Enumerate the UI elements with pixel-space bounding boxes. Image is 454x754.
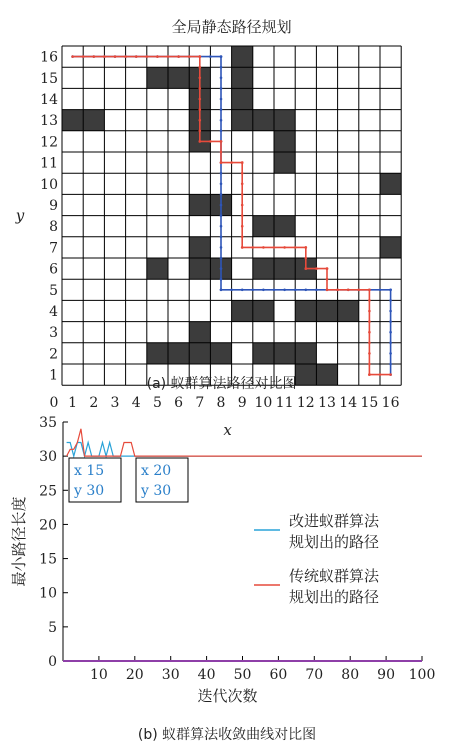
obstacle-cell <box>295 300 316 321</box>
traditional-path-point <box>389 373 392 376</box>
improved-path-point <box>220 214 223 217</box>
traditional-path-point <box>273 246 276 249</box>
traditional-path-point <box>305 257 308 260</box>
traditional-path-point <box>230 161 233 164</box>
x-tick-label: 70 <box>305 667 324 683</box>
traditional-path-point <box>135 55 138 58</box>
obstacle-cell <box>274 343 295 364</box>
improved-path-point <box>220 77 223 80</box>
x-tick-label: 50 <box>233 667 252 683</box>
traditional-path-point <box>199 140 202 143</box>
x-tick-label: 13 <box>318 395 336 412</box>
y-tick-label: 13 <box>40 113 58 130</box>
traditional-path-point <box>326 267 329 270</box>
traditional-path-point <box>220 151 223 154</box>
improved-path-point <box>315 289 318 292</box>
improved-path-point <box>294 289 297 292</box>
traditional-path-point <box>262 246 265 249</box>
legend-label <box>289 512 380 551</box>
convergence-chart <box>10 415 435 743</box>
x-tick-label: 9 <box>237 395 247 412</box>
obstacle-cell <box>253 216 274 237</box>
y-tick-label: 9 <box>49 198 58 214</box>
traditional-path-point <box>199 119 202 122</box>
improved-path-point <box>220 204 223 207</box>
obstacle-cell <box>210 343 231 364</box>
y-tick-label: 8 <box>49 219 58 236</box>
obstacle-cell <box>274 216 295 237</box>
y-tick-label: 3 <box>49 325 58 342</box>
x-tick-label: 10 <box>254 395 273 412</box>
traditional-path-point <box>199 108 202 111</box>
traditional-path-point <box>199 87 202 90</box>
traditional-path-point <box>241 183 244 186</box>
y-axis-label: 最小路径长度 <box>10 496 28 587</box>
x-tick-label: 11 <box>275 395 294 412</box>
x-tick-label: 2 <box>89 395 99 412</box>
improved-path-point <box>252 289 255 292</box>
x-axis-label: x <box>223 421 232 440</box>
y-tick-label: 2 <box>49 346 58 363</box>
x-tick-label: 15 <box>360 395 379 412</box>
improved-path-point <box>220 225 223 228</box>
traditional-path-point <box>199 66 202 69</box>
x-tick-label: 6 <box>174 395 184 412</box>
y-tick-label: 14 <box>40 92 58 108</box>
obstacle-cell <box>253 258 274 279</box>
traditional-path-point <box>71 55 74 58</box>
traditional-path-point <box>347 289 350 292</box>
datatip-y-value: y 30 <box>141 483 172 499</box>
traditional-path-point <box>241 246 244 249</box>
x-tick-label: 12 <box>296 395 315 412</box>
legend-label-line: 改进蚁群算法 <box>289 512 380 530</box>
obstacle-cell <box>295 364 316 385</box>
traditional-path-point <box>82 55 85 58</box>
traditional-path-point <box>124 55 127 58</box>
improved-path-point <box>220 98 223 101</box>
traditional-path-point <box>199 98 202 101</box>
x-tick-label: 16 <box>381 395 400 412</box>
improved-path-point <box>209 55 212 58</box>
improved-path-point <box>389 363 392 366</box>
traditional-path-point <box>305 246 308 249</box>
obstacle-cell <box>316 364 337 385</box>
x-tick-label: 100 <box>408 667 436 683</box>
traditional-path-point <box>241 225 244 228</box>
y-tick-label: 10 <box>39 585 57 602</box>
traditional-path-point <box>358 289 361 292</box>
traditional-path-point <box>379 373 382 376</box>
improved-path-point <box>262 289 265 292</box>
y-tick-label: 12 <box>40 134 58 151</box>
obstacle-cell <box>189 322 210 343</box>
x-tick-label: 14 <box>339 395 358 412</box>
obstacle-cell <box>147 67 168 88</box>
traditional-path-point <box>241 172 244 175</box>
traditional-path-point <box>368 342 371 345</box>
x-tick-label: 10 <box>89 667 108 683</box>
traditional-path-point <box>283 246 286 249</box>
x-axis-label: 迭代次数 <box>197 687 258 705</box>
obstacle-cell <box>253 300 274 321</box>
traditional-path-point <box>368 310 371 313</box>
improved-path-point <box>220 119 223 122</box>
obstacle-cell <box>168 343 189 364</box>
y-tick-label: 15 <box>40 70 58 87</box>
x-tick-label: 4 <box>131 395 141 412</box>
legend-label-line: 规划出的路径 <box>289 588 380 606</box>
traditional-path-point <box>199 77 202 80</box>
path-planning-chart <box>15 18 401 439</box>
improved-path-point <box>273 289 276 292</box>
improved-path-point <box>389 331 392 334</box>
legend-label <box>289 567 380 606</box>
traditional-path-point <box>177 55 180 58</box>
traditional-path-point <box>294 246 297 249</box>
obstacle-cell <box>189 194 210 215</box>
obstacle-cell <box>380 237 401 258</box>
obstacle-cell <box>147 343 168 364</box>
traditional-path-point <box>103 55 106 58</box>
y-tick-label: 4 <box>49 304 58 320</box>
y-tick-label: 5 <box>48 619 57 636</box>
traditional-convergence-line <box>67 429 422 456</box>
improved-path-point <box>389 289 392 292</box>
traditional-path-point <box>315 267 318 270</box>
datatip-x-value: x 15 <box>74 463 105 479</box>
traditional-path-point <box>368 299 371 302</box>
y-tick-label: 7 <box>49 240 58 257</box>
improved-path-point <box>220 66 223 69</box>
traditional-path-point <box>241 214 244 217</box>
improved-path-point <box>220 278 223 281</box>
traditional-path-point <box>199 55 202 58</box>
traditional-path-point <box>368 352 371 355</box>
x-tick-label: 5 <box>152 395 162 412</box>
traditional-path-point <box>368 320 371 323</box>
traditional-path-point <box>252 246 255 249</box>
y-tick-label: 10 <box>40 176 58 193</box>
traditional-path-point <box>368 363 371 366</box>
obstacle-cell <box>189 237 210 258</box>
obstacle-cell <box>274 131 295 152</box>
legend-label-line: 传统蚁群算法 <box>289 567 380 585</box>
improved-path-point <box>305 289 308 292</box>
obstacle-cell <box>253 343 274 364</box>
y-tick-label: 35 <box>39 415 57 431</box>
improved-path-point <box>241 289 244 292</box>
y-tick-label: 15 <box>39 551 57 568</box>
improved-path-point <box>220 172 223 175</box>
traditional-path-point <box>368 289 371 292</box>
chart-b-caption: (b) 蚁群算法收敛曲线对比图 <box>137 727 317 743</box>
obstacle-cell <box>380 173 401 194</box>
x-tick-label: 3 <box>110 395 120 412</box>
x-tick-label: 8 <box>216 395 226 412</box>
x-tick-label: 90 <box>377 667 396 683</box>
y-tick-label: 25 <box>39 483 57 500</box>
x-tick-label: 0 <box>49 395 59 412</box>
x-tick-label: 1 <box>68 395 78 412</box>
x-tick-label: 80 <box>341 667 360 683</box>
traditional-path-point <box>241 236 244 239</box>
obstacle-cell <box>232 88 253 109</box>
obstacle-cell <box>232 67 253 88</box>
improved-path-point <box>220 108 223 111</box>
traditional-path-point <box>93 55 96 58</box>
traditional-path-point <box>156 55 159 58</box>
y-tick-label: 16 <box>40 49 58 66</box>
improved-path-point <box>379 289 382 292</box>
y-tick-label: 6 <box>49 261 58 278</box>
improved-path-point <box>220 257 223 260</box>
obstacle-cell <box>189 343 210 364</box>
x-tick-label: 60 <box>269 667 288 683</box>
obstacle-cell <box>338 300 359 321</box>
obstacle-cell <box>83 110 104 131</box>
traditional-path-point <box>368 331 371 334</box>
y-tick-label: 30 <box>39 449 57 466</box>
traditional-path-point <box>220 140 223 143</box>
improved-path-point <box>389 310 392 313</box>
legend-label-line: 规划出的路径 <box>289 533 380 551</box>
improved-path-point <box>220 55 223 58</box>
improved-path-point <box>220 130 223 133</box>
traditional-path-point <box>336 289 339 292</box>
improved-path-point <box>389 320 392 323</box>
datatip-y-value: y 30 <box>74 483 105 499</box>
obstacle-cell <box>274 258 295 279</box>
traditional-path-point <box>241 204 244 207</box>
traditional-path-point <box>241 193 244 196</box>
obstacle-cell <box>295 343 316 364</box>
improved-path-point <box>389 299 392 302</box>
improved-convergence-line <box>67 442 422 456</box>
improved-path-point <box>220 193 223 196</box>
y-tick-label: 11 <box>40 155 58 172</box>
x-tick-label: 20 <box>125 667 144 683</box>
x-tick-label: 30 <box>161 667 180 683</box>
obstacle-cell <box>168 67 189 88</box>
improved-path-point <box>220 87 223 90</box>
obstacle-cell <box>274 152 295 173</box>
improved-path-point <box>220 246 223 249</box>
improved-path-point <box>230 289 233 292</box>
traditional-path-point <box>114 55 117 58</box>
y-tick-label: 0 <box>48 654 57 670</box>
traditional-path-point <box>305 267 308 270</box>
traditional-path-point <box>167 55 170 58</box>
improved-path-point <box>220 289 223 292</box>
obstacle-cell <box>316 300 337 321</box>
obstacle-cell <box>253 110 274 131</box>
datatip-x-value: x 20 <box>141 463 172 479</box>
chart-a-caption: (a) 蚁群算法路径对比图 <box>146 376 297 392</box>
obstacle-cell <box>274 110 295 131</box>
obstacle-cell <box>232 46 253 67</box>
traditional-path-point <box>241 161 244 164</box>
y-tick-label: 5 <box>49 282 58 299</box>
traditional-path-point <box>220 161 223 164</box>
traditional-path-point <box>199 130 202 133</box>
x-tick-label: 7 <box>195 395 205 412</box>
obstacle-cell <box>62 110 83 131</box>
traditional-path-point <box>188 55 191 58</box>
chart-a-title: 全局静态路径规划 <box>171 18 292 36</box>
obstacle-cell <box>147 258 168 279</box>
traditional-path-point <box>209 140 212 143</box>
improved-path-point <box>389 342 392 345</box>
y-axis-label: y <box>15 206 25 225</box>
improved-path-point <box>389 352 392 355</box>
obstacle-cell <box>189 258 210 279</box>
obstacle-cell <box>232 300 253 321</box>
improved-path-point <box>283 289 286 292</box>
improved-path-point <box>220 183 223 186</box>
traditional-path-point <box>146 55 149 58</box>
improved-path-point <box>220 236 223 239</box>
y-tick-label: 20 <box>39 517 57 534</box>
y-tick-label: 1 <box>49 367 58 384</box>
traditional-path-point <box>326 289 329 292</box>
obstacle-cell <box>232 110 253 131</box>
x-tick-label: 40 <box>197 667 216 683</box>
traditional-path-point <box>368 373 371 376</box>
improved-path-point <box>220 267 223 270</box>
traditional-path-point <box>326 278 329 281</box>
